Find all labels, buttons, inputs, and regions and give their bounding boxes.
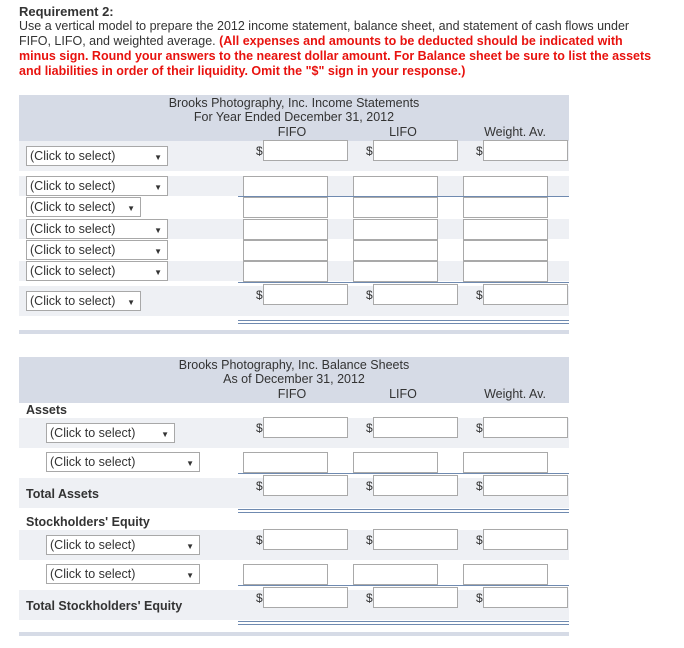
- income-row-7-lifo-input[interactable]: [373, 284, 458, 305]
- income-row-4-wavg-input[interactable]: [463, 219, 548, 240]
- income-row-1-select[interactable]: [26, 146, 168, 166]
- balance-subtitle: As of December 31, 2012: [223, 372, 365, 386]
- income-row-1-wavg-input[interactable]: [483, 140, 568, 161]
- income-row-4-lifo-input[interactable]: [353, 219, 438, 240]
- dropdown-arrow-icon: ▼: [154, 183, 162, 192]
- equity-row-1-fifo-input[interactable]: [263, 529, 348, 550]
- dropdown-arrow-icon: ▼: [154, 153, 162, 162]
- select-label: (Click to select): [50, 455, 136, 469]
- income-row-1-lifo-input[interactable]: [373, 140, 458, 161]
- total-assets-label: Total Assets: [26, 487, 99, 501]
- income-row-2-lifo-input[interactable]: [353, 176, 438, 197]
- income-footer-band: [19, 330, 569, 334]
- dropdown-arrow-icon: ▼: [154, 268, 162, 277]
- equity-row-2-select[interactable]: [46, 564, 200, 584]
- balance-col-wavg: Weight. Av.: [484, 387, 546, 401]
- income-subtitle: For Year Ended December 31, 2012: [193, 110, 395, 124]
- dollar-sign: $: [256, 288, 263, 302]
- select-label: (Click to select): [50, 426, 136, 440]
- select-label: (Click to select): [30, 222, 116, 236]
- total-assets-wavg-input[interactable]: [483, 475, 568, 496]
- income-row-3-select[interactable]: [26, 197, 141, 217]
- dropdown-arrow-icon: ▼: [186, 542, 194, 551]
- income-row-5-fifo-input[interactable]: [243, 240, 328, 261]
- equity-row-1-lifo-input[interactable]: [373, 529, 458, 550]
- dropdown-arrow-icon: ▼: [161, 430, 169, 439]
- underline: [238, 473, 569, 474]
- dollar-sign: $: [366, 479, 373, 493]
- balance-title: Brooks Photography, Inc. Balance Sheets: [178, 358, 410, 372]
- asset-row-2-select[interactable]: [46, 452, 200, 472]
- equity-row-2-lifo-input[interactable]: [353, 564, 438, 585]
- income-row-3-fifo-input[interactable]: [243, 197, 328, 218]
- underline: [238, 196, 569, 197]
- double-underline: [238, 509, 569, 510]
- dropdown-arrow-icon: ▼: [154, 226, 162, 235]
- select-label: (Click to select): [30, 294, 116, 308]
- select-label: (Click to select): [30, 200, 116, 214]
- select-label: (Click to select): [50, 567, 136, 581]
- income-row-3-lifo-input[interactable]: [353, 197, 438, 218]
- total-assets-lifo-input[interactable]: [373, 475, 458, 496]
- balance-footer-band: [19, 632, 569, 636]
- instructions-warning: (All expenses and amounts to be deducted should be indicated with minus sign. Round your answers to the nearest dollar amount. For Balance sheet be sure to list the assets and liabilities in order of their liquidity. Omit the "$" sign in your response.): [19, 34, 652, 78]
- double-underline: [238, 323, 569, 324]
- requirement-title: Requirement 2:: [19, 4, 114, 19]
- dollar-sign: $: [476, 533, 483, 547]
- dollar-sign: $: [366, 421, 373, 435]
- balance-col-lifo: LIFO: [389, 387, 417, 401]
- dropdown-arrow-icon: ▼: [127, 204, 135, 213]
- instructions-plain: Use a vertical model to prepare the 2012 income statement, balance sheet, and statement of cash flows under FIFO, LIFO, and weighted average.: [19, 19, 630, 48]
- asset-row-2-lifo-input[interactable]: [353, 452, 438, 473]
- double-underline: [238, 621, 569, 622]
- income-col-fifo: FIFO: [277, 125, 307, 139]
- select-label: (Click to select): [30, 264, 116, 278]
- income-row-2-select[interactable]: [26, 176, 168, 196]
- select-label: (Click to select): [50, 538, 136, 552]
- dollar-sign: $: [476, 144, 483, 158]
- equity-row-2-wavg-input[interactable]: [463, 564, 548, 585]
- income-row-7-select[interactable]: [26, 291, 141, 311]
- income-title: Brooks Photography, Inc. Income Statements: [168, 96, 420, 110]
- dollar-sign: $: [256, 479, 263, 493]
- income-row-5-select[interactable]: [26, 240, 168, 260]
- dollar-sign: $: [476, 421, 483, 435]
- equity-row-2-fifo-input[interactable]: [243, 564, 328, 585]
- dollar-sign: $: [256, 144, 263, 158]
- income-row-4-fifo-input[interactable]: [243, 219, 328, 240]
- income-col-lifo: LIFO: [389, 125, 417, 139]
- balance-col-fifo: FIFO: [277, 387, 307, 401]
- asset-row-1-fifo-input[interactable]: [263, 417, 348, 438]
- dropdown-arrow-icon: ▼: [127, 298, 135, 307]
- dollar-sign: $: [366, 591, 373, 605]
- income-row-6-wavg-input[interactable]: [463, 261, 548, 282]
- requirement-instructions: [19, 19, 659, 79]
- income-row-6-lifo-input[interactable]: [353, 261, 438, 282]
- income-row-1-fifo-input[interactable]: [263, 140, 348, 161]
- total-equity-lifo-input[interactable]: [373, 587, 458, 608]
- income-col-wavg: Weight. Av.: [484, 125, 546, 139]
- select-label: (Click to select): [30, 179, 116, 193]
- asset-row-1-lifo-input[interactable]: [373, 417, 458, 438]
- dollar-sign: $: [256, 591, 263, 605]
- dollar-sign: $: [256, 533, 263, 547]
- total-equity-wavg-input[interactable]: [483, 587, 568, 608]
- dropdown-arrow-icon: ▼: [186, 459, 194, 468]
- income-row-5-lifo-input[interactable]: [353, 240, 438, 261]
- dollar-sign: $: [476, 288, 483, 302]
- assets-label: Assets: [26, 403, 67, 417]
- dollar-sign: $: [366, 144, 373, 158]
- total-equity-label: Total Stockholders' Equity: [26, 599, 183, 613]
- income-row-5-wavg-input[interactable]: [463, 240, 548, 261]
- dollar-sign: $: [476, 591, 483, 605]
- underline: [238, 585, 569, 586]
- income-row-6-fifo-input[interactable]: [243, 261, 328, 282]
- equity-label: Stockholders' Equity: [26, 515, 150, 529]
- select-label: (Click to select): [30, 149, 116, 163]
- dropdown-arrow-icon: ▼: [154, 247, 162, 256]
- asset-row-2-fifo-input[interactable]: [243, 452, 328, 473]
- total-equity-fifo-input[interactable]: [263, 587, 348, 608]
- double-underline: [238, 624, 569, 625]
- double-underline: [238, 512, 569, 513]
- income-row-2-fifo-input[interactable]: [243, 176, 328, 197]
- double-underline: [238, 320, 569, 321]
- income-row-6-select[interactable]: [26, 261, 168, 281]
- dollar-sign: $: [366, 533, 373, 547]
- asset-row-2-wavg-input[interactable]: [463, 452, 548, 473]
- dropdown-arrow-icon: ▼: [186, 571, 194, 580]
- select-label: (Click to select): [30, 243, 116, 257]
- dollar-sign: $: [476, 479, 483, 493]
- dollar-sign: $: [366, 288, 373, 302]
- income-row-7-wavg-input[interactable]: [483, 284, 568, 305]
- income-row-4-select[interactable]: [26, 219, 168, 239]
- underline: [238, 282, 569, 283]
- asset-row-1-select[interactable]: [46, 423, 175, 443]
- total-assets-fifo-input[interactable]: [263, 475, 348, 496]
- income-row-3-wavg-input[interactable]: [463, 197, 548, 218]
- equity-row-1-select[interactable]: [46, 535, 200, 555]
- asset-row-1-wavg-input[interactable]: [483, 417, 568, 438]
- income-row-7-fifo-input[interactable]: [263, 284, 348, 305]
- equity-row-1-wavg-input[interactable]: [483, 529, 568, 550]
- income-row-2-wavg-input[interactable]: [463, 176, 548, 197]
- dollar-sign: $: [256, 421, 263, 435]
